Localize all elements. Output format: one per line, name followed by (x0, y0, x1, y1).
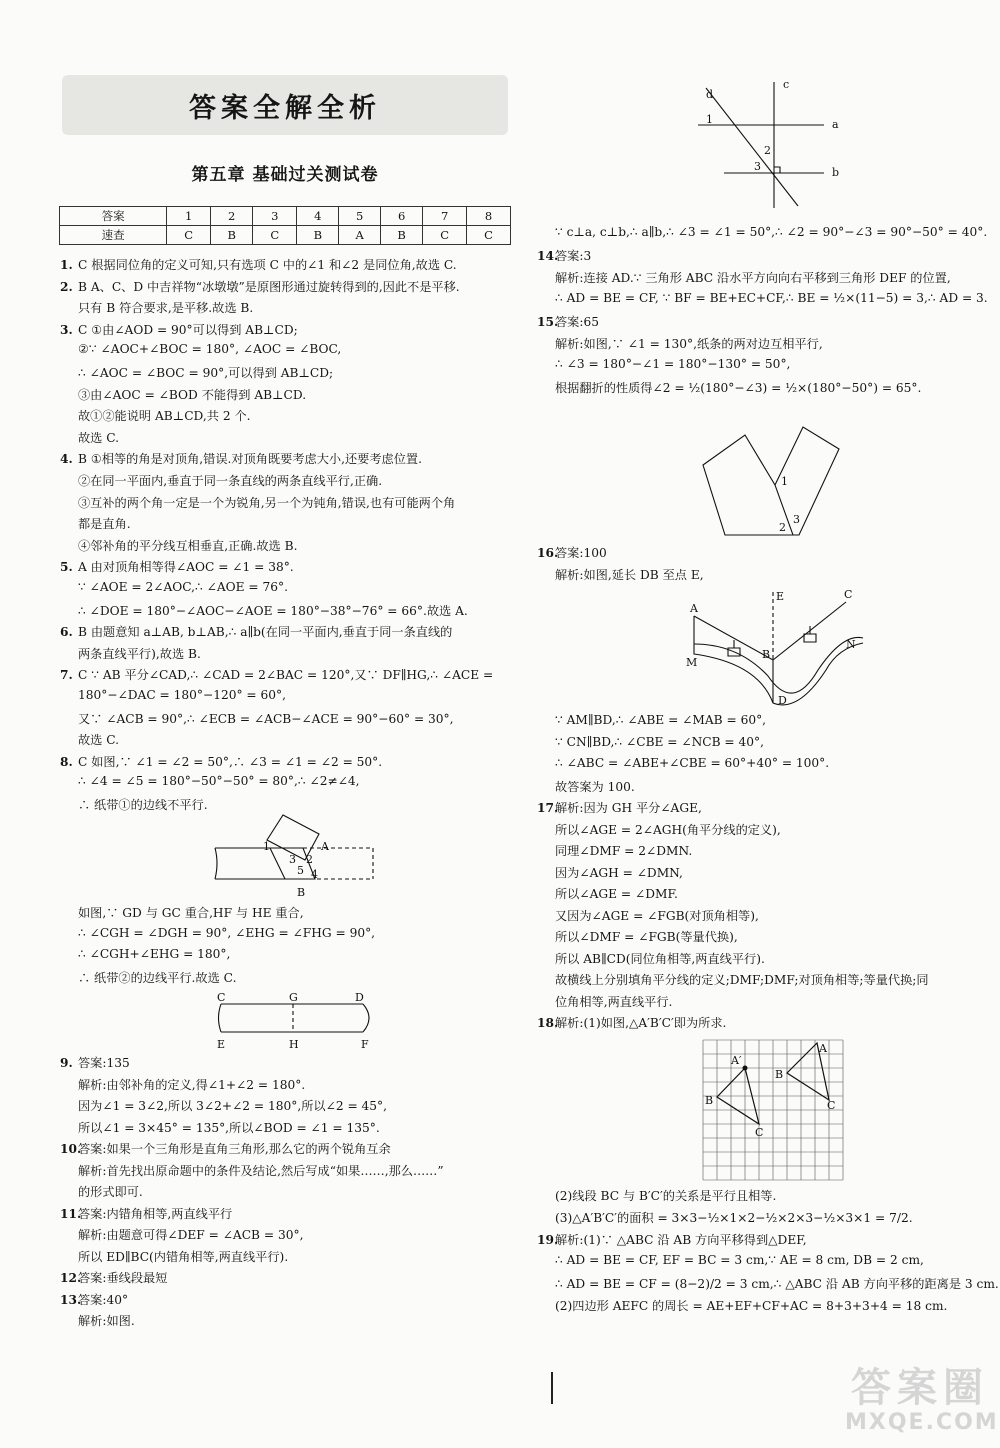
q18-label-B: B (775, 1068, 784, 1081)
text-line: ∴ ∠CGH = ∠DGH = 90°, ∠EHG = ∠FHG = 90°, (78, 925, 376, 940)
text-line (537, 335, 823, 352)
text-line (537, 950, 765, 967)
q16-label-B: B (762, 648, 771, 661)
line-text: 解析:(1)∵ △ABC 沿 AB 方向平移得到△DEF, (555, 1233, 807, 1247)
question-number: 2. (60, 279, 73, 294)
text-line (60, 1162, 444, 1179)
text-line (537, 1187, 776, 1204)
text-line (60, 1291, 128, 1308)
q18-figure-grid (703, 1040, 843, 1182)
question-number: 17. (537, 801, 559, 815)
line-text: 同理∠DMF = 2∠DMN. (555, 844, 693, 858)
q13-label-a: a (832, 118, 839, 131)
line-text: 解析:因为 GH 平分∠AGE, (555, 801, 702, 815)
text-line (60, 429, 119, 446)
text-line (60, 774, 360, 788)
text-line (537, 735, 764, 749)
line-text: 两条直线平行),故选 B. (78, 646, 201, 661)
text-line (537, 225, 987, 239)
table-cell: 6 (381, 207, 423, 226)
line-text: 故①②能说明 AB⊥CD,共 2 个. (78, 409, 251, 424)
question-number: 18. (537, 1016, 559, 1030)
line-text: 根据翻折的性质得∠2 = ½(180°−∠3) = ½×(180°−50°) = 65°. (555, 381, 922, 395)
watermark-big-text: 答案圈 (851, 1365, 989, 1411)
line-text: ③由∠AOC = ∠BOD 不能得到 AB⊥CD. (78, 387, 307, 402)
q8-figure-tape-2 (213, 992, 383, 1052)
text-line (60, 472, 382, 489)
text-line (537, 313, 599, 330)
line-text: 又∵ ∠ACB = 90°,∴ ∠ECB = ∠ACB−∠ACE = 90°−60° = 30°, (78, 711, 454, 726)
text-line (60, 645, 201, 662)
section-banner (62, 75, 508, 135)
q18-label-B-prime: B (705, 1094, 714, 1107)
text-line (60, 1054, 130, 1071)
line-text: 解析:如图,延长 DB 至点 E, (555, 567, 704, 582)
question-number: 12. (60, 1271, 82, 1285)
text-line (60, 494, 455, 511)
text-line (537, 864, 683, 881)
q8-figure-tape-1 (215, 810, 375, 900)
text-line (60, 731, 119, 748)
question-number: 16. (537, 546, 559, 560)
text-line (60, 580, 288, 594)
text-line (60, 1205, 232, 1222)
q8a-label-2: 2 (306, 853, 313, 866)
line-text: 解析:(1)如图,△A′B′C′即为所求. (555, 1016, 727, 1030)
text-line: ∴ 纸带②的边线平行.故选 C. (78, 970, 237, 985)
q15-label-1: 1 (781, 475, 788, 488)
question-number: 10. (60, 1142, 82, 1156)
line-text: ∴ ∠AOC = ∠BOC = 90°,可以得到 AB⊥CD; (78, 366, 334, 380)
text-line (60, 1248, 288, 1265)
line-text: (2)线段 BC 与 B′C′的关系是平行且相等. (555, 1189, 777, 1203)
page-marker (551, 1372, 553, 1404)
text-line (60, 256, 457, 273)
q16-label-D: D (778, 694, 787, 707)
table-cell: 7 (423, 207, 467, 226)
text-line (537, 928, 738, 945)
line-text: B ①相等的角是对顶角,错误.对顶角既要考虑大小,还要考虑位置. (78, 452, 422, 467)
line-text: 解析:首先找出原命题中的条件及结论,然后写成“如果……,那么……” (78, 1163, 444, 1178)
line-text: B A、C、D 中吉祥物“冰墩墩”是原图形通过旋转得到的,因此不是平移. (78, 279, 460, 294)
text-line: ∴ ∠CGH+∠EHG = 180°, (78, 947, 231, 962)
line-text: 故选 C. (78, 733, 120, 748)
table-cell: C (253, 226, 297, 245)
text-line (60, 321, 298, 338)
table-cell: C (423, 226, 467, 245)
line-text: 180°−∠DAC = 180°−120° = 60°, (78, 688, 286, 702)
q8a-label-1: 1 (263, 840, 270, 853)
q18-label-C-prime: C (755, 1126, 764, 1139)
question-number: 7. (60, 668, 73, 683)
q13-label-d: d (706, 88, 714, 101)
text-line (60, 688, 286, 702)
answer-table (59, 206, 511, 245)
line-text: 所以 AB∥CD(同位角相等,两直线平行). (555, 951, 765, 966)
text-line (537, 778, 635, 795)
banner-title: 答案全解全析 (189, 92, 381, 124)
q8b-label-F: F (361, 1038, 369, 1051)
text-line (60, 623, 452, 640)
text-line (537, 799, 702, 816)
text-line (537, 379, 921, 396)
line-text: ∴ ∠4 = ∠5 = 180°−50°−50° = 80°,∴ ∠2≠∠4, (78, 774, 360, 789)
question-number: 5. (60, 560, 73, 575)
question-number: 6. (60, 625, 73, 640)
table-cell: C (467, 226, 511, 245)
text-line (60, 278, 460, 295)
line-text: ∴ AD = BE = CF = (8−2)/2 = 3 cm,∴ △ABC 沿 AB 方向平移的距离是 3 cm. (555, 1277, 999, 1291)
q15-label-2: 2 (779, 521, 786, 534)
q8b-label-G: G (289, 991, 298, 1004)
line-text: 答案:3 (555, 249, 592, 263)
line-text: C 如图,∵ ∠1 = ∠2 = 50°,∴ ∠3 = ∠1 = ∠2 = 50°. (78, 754, 383, 769)
text-line (537, 971, 929, 988)
table-cell: B (381, 226, 423, 245)
q16-label-E: E (776, 590, 785, 603)
line-text: 答案:40° (78, 1292, 129, 1307)
q16-figure-curve (678, 588, 868, 710)
line-text: 所以∠1 = 3×45° = 135°,所以∠BOD = ∠1 = 135°. (78, 1120, 380, 1135)
line-text: 又因为∠AGE = ∠FGB(对顶角相等), (555, 908, 759, 923)
line-text: 答案:135 (78, 1056, 130, 1070)
table-cell: A (339, 226, 381, 245)
line-text: ∴ AD = BE = CF, EF = BC = 3 cm,∵ AE = 8 cm, DB = 2 cm, (555, 1253, 924, 1267)
text-line (537, 1275, 999, 1292)
q8b-label-H: H (289, 1038, 299, 1051)
text-line (60, 537, 297, 554)
line-text: B 由题意知 a⊥AB, b⊥AB,∴ a∥b(在同一平面内,垂直于同一条直线的 (78, 625, 453, 640)
text-line (537, 247, 591, 264)
text-line (60, 515, 131, 532)
line-text: ∴ ∠ABC = ∠ABE+∠CBE = 60°+40° = 100°. (555, 756, 830, 770)
line-text: ∵ CN∥BD,∴ ∠CBE = ∠NCB = 40°, (555, 734, 764, 749)
text-line (537, 291, 988, 305)
text-line (537, 1231, 807, 1248)
line-text: 答案:如果一个三角形是直角三角形,那么它的两个锐角互余 (78, 1142, 391, 1156)
line-text: ∴ ∠3 = 180°−∠1 = 180°−130° = 50°, (555, 357, 791, 371)
question-number: 11. (60, 1206, 82, 1221)
line-text: 所以∠AGE = 2∠AGH(角平分线的定义), (555, 822, 781, 837)
q8a-label-3: 3 (289, 853, 296, 866)
q13-label-c: c (783, 78, 790, 91)
answer-table-answer-row (60, 226, 511, 245)
line-text: ∵ ∠AOE = 2∠AOC,∴ ∠AOE = 76°. (78, 580, 288, 594)
line-text: ∵ AM∥BD,∴ ∠ABE = ∠MAB = 60°, (555, 713, 767, 727)
q8b-label-C: C (217, 991, 226, 1004)
question-number: 14. (537, 249, 559, 263)
question-number: 1. (60, 258, 73, 272)
line-text: 答案:垂线段最短 (78, 1271, 168, 1285)
question-number: 13. (60, 1292, 82, 1307)
table-cell: 8 (467, 207, 511, 226)
q8b-label-D: D (355, 991, 364, 1004)
line-text: 解析:连接 AD.∵ 三角形 ABC 沿水平方向向右平移到三角形 DEF 的位置, (555, 271, 951, 285)
line-text: 解析:由题意可得∠DEF = ∠ACB = 30°, (78, 1228, 304, 1242)
line-text: A 由对顶角相等得∠AOC = ∠1 = 38°. (78, 560, 294, 575)
text-line (60, 407, 251, 424)
text-line: 如图,∵ GD 与 GC 重合,HF 与 HE 重合, (78, 906, 304, 920)
table-cell: 5 (339, 207, 381, 226)
q16-label-N: N (846, 638, 856, 651)
chapter-title: 第五章 基础过关测试卷 (191, 165, 379, 185)
q13-label-b: b (832, 166, 840, 179)
q16-label-C: C (844, 588, 853, 601)
line-text: (3)△A′B′C′的面积 = 3×3−½×1×2−½×2×3−½×3×1 = 7/2. (555, 1211, 913, 1225)
q13-label-3: 3 (754, 160, 761, 173)
line-text: 位角相等,两直线平行. (555, 994, 673, 1009)
text-line (60, 299, 253, 316)
text-line (537, 885, 678, 902)
text-line (60, 602, 468, 619)
line-text: 因为∠AGH = ∠DMN, (555, 865, 683, 880)
q8a-label-B: B (297, 886, 306, 899)
q18-label-A: A (819, 1042, 827, 1055)
question-number: 8. (60, 754, 73, 769)
table-cell: 3 (253, 207, 297, 226)
text-line (60, 1140, 391, 1157)
text-line (60, 1076, 305, 1093)
text-line (60, 558, 294, 575)
line-text: 所以∠DMF = ∠FGB(等量代换), (555, 930, 738, 944)
line-text: ④邻补角的平分线互相垂直,正确.故选 B. (78, 538, 298, 553)
line-text: C ①由∠AOD = 90°可以得到 AB⊥CD; (78, 322, 298, 337)
text-line (537, 1209, 913, 1226)
question-number: 9. (60, 1056, 73, 1070)
line-text: ②在同一平面内,垂直于同一条直线的两条直线平行,正确. (78, 474, 383, 488)
line-text: 故答案为 100. (555, 779, 635, 794)
text-line (60, 1269, 167, 1286)
q13-figure-lines (698, 78, 848, 210)
line-text: ∴ ∠DOE = 180°−∠AOC−∠AOE = 180°−38°−76° = 66°.故选 A. (78, 603, 468, 618)
q16-label-A: A (690, 602, 698, 615)
line-text: 所以∠AGE = ∠DMF. (555, 887, 678, 901)
answer-table-label: 答案 (60, 207, 167, 226)
line-text: 解析:如图. (78, 1314, 135, 1328)
line-text: C 根据同位角的定义可知,只有选项 C 中的∠1 和∠2 是同位角,故选 C. (78, 258, 457, 272)
text-line (537, 544, 607, 561)
line-text: (2)四边形 AEFC 的周长 = AE+EF+CF+AC = 8+3+3+4 = 18 cm. (555, 1299, 948, 1313)
answer-table-header-row (60, 207, 511, 226)
line-text: ②∵ ∠AOC+∠BOC = 180°, ∠AOC = ∠BOC, (78, 342, 342, 357)
q15-label-3: 3 (793, 513, 800, 526)
line-text: ③互补的两个角一定是一个为锐角,另一个为钝角,错误,也有可能两个角 (78, 495, 456, 510)
question-number: 19. (537, 1233, 559, 1247)
line-text: 都是直角. (78, 517, 131, 532)
table-cell: 4 (297, 207, 339, 226)
text-line (60, 1312, 135, 1329)
text-line (537, 1297, 947, 1314)
line-text: 答案:100 (555, 546, 607, 560)
text-line (60, 450, 422, 467)
text-line (60, 796, 208, 813)
q13-label-1: 1 (706, 113, 713, 126)
text-line (537, 713, 766, 727)
watermark-logo (845, 1365, 999, 1443)
line-text: ∵ c⊥a, c⊥b,∴ a∥b,∴ ∠3 = ∠1 = 50°,∴ ∠2 = 90°−∠3 = 90°−50° = 40°. (555, 225, 988, 239)
line-text: 解析:由邻补角的定义,得∠1+∠2 = 180°. (78, 1077, 306, 1092)
line-text: 的形式即可. (78, 1185, 143, 1199)
table-cell: B (297, 226, 339, 245)
line-text: 故横线上分别填角平分线的定义;DMF;DMF;对顶角相等;等量代换;同 (555, 973, 929, 987)
q18-label-A-prime: A′ (731, 1054, 742, 1067)
q8a-label-5: 5 (297, 864, 304, 877)
line-text: 解析:如图,∵ ∠1 = 130°,纸条的两对边互相平行, (555, 337, 823, 351)
text-line (60, 1119, 380, 1136)
q8a-label-A: A (321, 840, 329, 853)
text-line (60, 666, 493, 683)
line-text: 因为∠1 = 3∠2,所以 3∠2+∠2 = 180°,所以∠2 = 45°, (78, 1099, 388, 1113)
text-line (537, 907, 759, 924)
question-number: 15. (537, 315, 559, 329)
table-cell: 1 (167, 207, 211, 226)
text-line (537, 1253, 924, 1267)
text-line (60, 342, 341, 356)
line-text: C ∵ AB 平分∠CAD,∴ ∠CAD = 2∠BAC = 120°,又∵ DF∥HG,∴ ∠ACE = (78, 668, 494, 683)
line-text: ∴ 纸带①的边线不平行. (78, 798, 208, 812)
line-text: 故选 C. (78, 430, 120, 445)
watermark-site-text: MXQE.COM (845, 1410, 999, 1435)
text-line (60, 1097, 387, 1114)
text-line (60, 1226, 303, 1243)
text-line (537, 566, 704, 583)
text-line (537, 357, 790, 371)
table-cell: B (211, 226, 253, 245)
line-text: ∴ AD = BE = CF, ∵ BF = BE+EC+CF,∴ BE = ½×(11−5) = 3,∴ AD = 3. (555, 291, 988, 305)
text-line (60, 386, 306, 403)
line-text: 答案:65 (555, 315, 599, 329)
table-cell: 2 (211, 207, 253, 226)
text-line (60, 364, 333, 381)
line-text: 所以 ED∥BC(内错角相等,两直线平行). (78, 1249, 289, 1264)
line-text: 只有 B 符合要求,是平移.故选 B. (78, 301, 254, 316)
q8a-label-4: 4 (311, 868, 318, 881)
text-line (537, 993, 672, 1010)
question-number: 4. (60, 452, 73, 467)
text-line (537, 1014, 726, 1031)
q13-label-2: 2 (764, 144, 771, 157)
text-line (60, 1183, 143, 1200)
answer-table-label: 速查 (60, 226, 167, 245)
text-line (60, 710, 454, 727)
table-cell: C (167, 226, 211, 245)
line-text: 答案:内错角相等,两直线平行 (78, 1206, 233, 1221)
q16-label-M: M (686, 656, 698, 669)
q8b-label-E: E (217, 1038, 226, 1051)
text-line (537, 821, 781, 838)
question-number: 3. (60, 322, 73, 337)
q15-figure-fold (703, 425, 843, 540)
text-line (537, 756, 829, 770)
q18-label-C: C (827, 1099, 836, 1112)
text-line (537, 269, 951, 286)
text-line (60, 753, 382, 770)
text-line (537, 842, 692, 859)
